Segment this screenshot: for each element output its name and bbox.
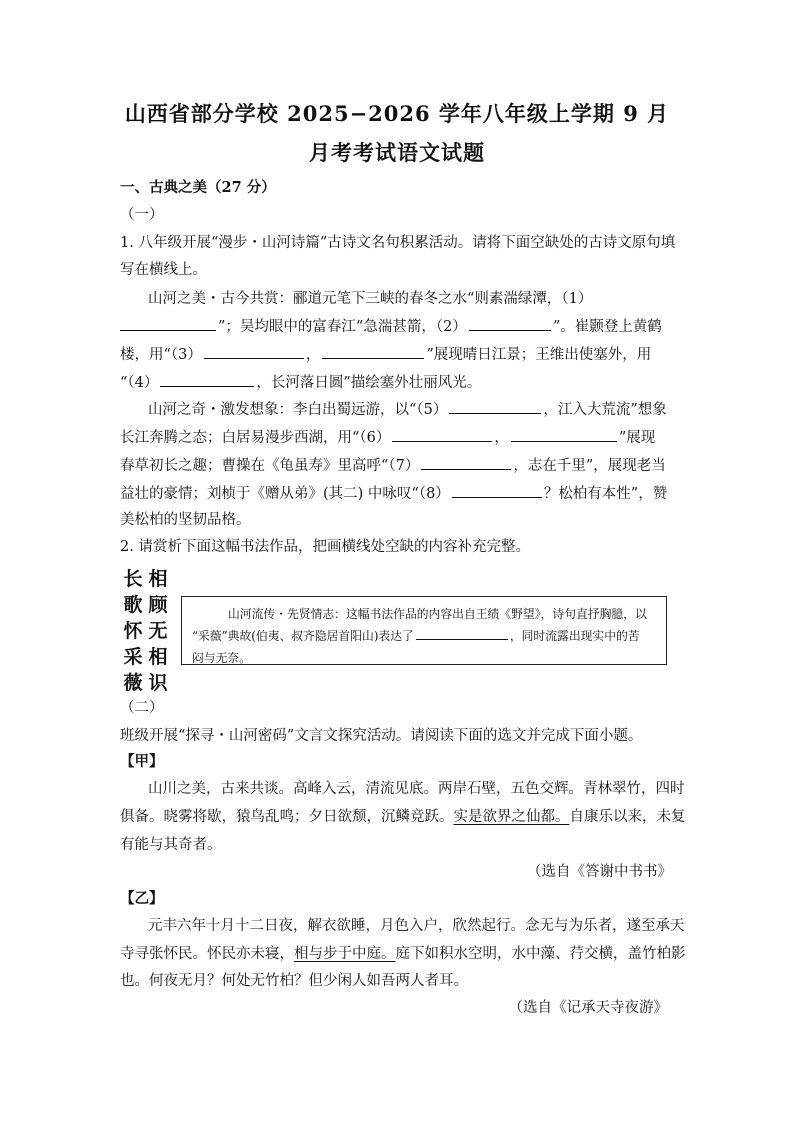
answer-blank-box[interactable] — [416, 627, 508, 640]
part2-label: （二） — [120, 700, 164, 716]
underlined-sentence-yi: 相与步于中庭。 — [294, 946, 396, 962]
q1-p1-b: ”；吴均眼中的富春江“急湍甚箭，（2） ”。崔颢登上黄鹤 — [120, 316, 680, 337]
section-heading: 一、古典之美（27 分） — [120, 179, 276, 196]
answer-blank-3b[interactable] — [322, 344, 424, 359]
calligraphy-character: 长 — [123, 568, 143, 590]
answer-blank-5[interactable] — [449, 399, 541, 414]
q1-intro-b: 写在横线上。 — [120, 262, 207, 278]
calligraphy-character: 薇 — [123, 672, 143, 694]
exam-title-line2: 月考考试语文试题 — [309, 140, 485, 165]
box-line-1: 山河流传・先贤情志：这幅书法作品的内容出自王绩《野望》，诗句直抒胸臆，以 — [228, 607, 647, 621]
yi-line-1: 元丰六年十月十二日夜，解衣欲睡，月色入户，欣然起行。念无与为乐者，遂至承天 — [148, 918, 685, 934]
answer-blank-1[interactable] — [120, 316, 216, 331]
answer-blank-7[interactable] — [421, 455, 511, 470]
box-line-2: “采薇”典故(伯夷、叔齐隐居首阳山)表达了 ，同时流露出现实中的苦 — [192, 629, 640, 643]
calligraphy-character: 识 — [148, 672, 168, 694]
exam-title-line1: 山西省部分学校 2025−2026 学年八年级上学期 9 月 — [124, 101, 670, 126]
answer-blank-2[interactable] — [469, 316, 551, 331]
part2-intro: 班级开展“探寻・山河密码”文言文探究活动。请阅读下面的选文并完成下面小题。 — [120, 728, 643, 744]
calligraphy-character: 歌 — [123, 594, 143, 616]
part1-label: （一） — [120, 207, 164, 223]
q1-intro-a: 1. 八年级开展“漫步・山河诗篇”古诗文名句积累活动。请将下面空缺处的古诗文原句填 — [120, 235, 676, 251]
answer-blank-3a[interactable] — [204, 344, 304, 359]
calligraphy-column-right — [147, 566, 169, 696]
yi-source: （选自《记承天寺夜游》 — [508, 1000, 668, 1016]
jia-line-2: 俱备。晓雾将歇，猿鸟乱鸣；夕日欲颓，沉鳞竞跃。实是欲界之仙都。自康乐以来，未复 — [120, 809, 686, 825]
box-line-3: 闷与无奈。 — [192, 651, 251, 665]
q1-p1-c: 楼，用“（3） ， ”展现晴日江景；王维出使塞外，用 — [120, 344, 680, 365]
q1-p2-e: 美松柏的坚韧品格。 — [120, 512, 251, 528]
calligraphy-character: 无 — [148, 620, 168, 642]
jia-line-3: 有能与其奇者。 — [120, 837, 222, 853]
jia-label: 【甲】 — [120, 753, 164, 770]
q1-p2-b: 长江奔腾之态；白居易漫步西湖，用“（6） ， ”展现 — [120, 427, 680, 448]
answer-blank-6b[interactable] — [511, 427, 617, 442]
jia-line-1: 山川之美，古来共谈。高峰入云，清流见底。两岸石壁，五色交辉。青林翠竹，四时 — [148, 781, 685, 797]
q1-p2-a: 山河之奇・激发想象：李白出蜀远游，以“（5） ，江入大荒流”想象 — [148, 399, 708, 420]
calligraphy-column-left — [122, 566, 144, 696]
yi-line-3: 也。何夜无月？何处无竹柏？但少闲人如吾两人者耳。 — [120, 973, 468, 989]
answer-blank-6a[interactable] — [392, 427, 492, 442]
calligraphy-character: 采 — [123, 646, 143, 668]
calligraphy-analysis-box — [181, 596, 667, 665]
q1-p2-c: 春草初长之趣；曹操在《龟虽寿》里高呼“（7） ，志在千里”，展现老当 — [120, 455, 680, 476]
yi-line-2: 寺寻张怀民。怀民亦未寝，相与步于中庭。庭下如积水空明，水中藻、荇交横，盖竹柏影 — [120, 946, 686, 962]
calligraphy-character: 相 — [148, 646, 168, 668]
answer-blank-4[interactable] — [160, 372, 254, 387]
calligraphy-character: 怀 — [123, 620, 143, 642]
q1-p1-d: “（4） ，长河落日圆”描绘塞外壮丽风光。 — [120, 372, 680, 393]
q2-prompt: 2. 请赏析下面这幅书法作品，把画横线处空缺的内容补充完整。 — [120, 539, 530, 555]
q1-p1-a: 山河之美・古今共赏：郦道元笔下三峡的春冬之水“则素湍绿潭，（1） — [148, 291, 593, 307]
yi-label: 【乙】 — [120, 890, 164, 907]
calligraphy-character: 顾 — [148, 594, 168, 616]
jia-source: （选自《答谢中书书》 — [527, 864, 672, 880]
underlined-sentence-jia: 实是欲界之仙都。 — [453, 809, 570, 825]
answer-blank-8[interactable] — [452, 483, 542, 498]
calligraphy-character: 相 — [148, 568, 168, 590]
q1-p2-d: 益壮的豪情；刘桢于《赠从弟》(其二) 中咏叹“（8） ？松柏有本性”，赞 — [120, 483, 680, 504]
